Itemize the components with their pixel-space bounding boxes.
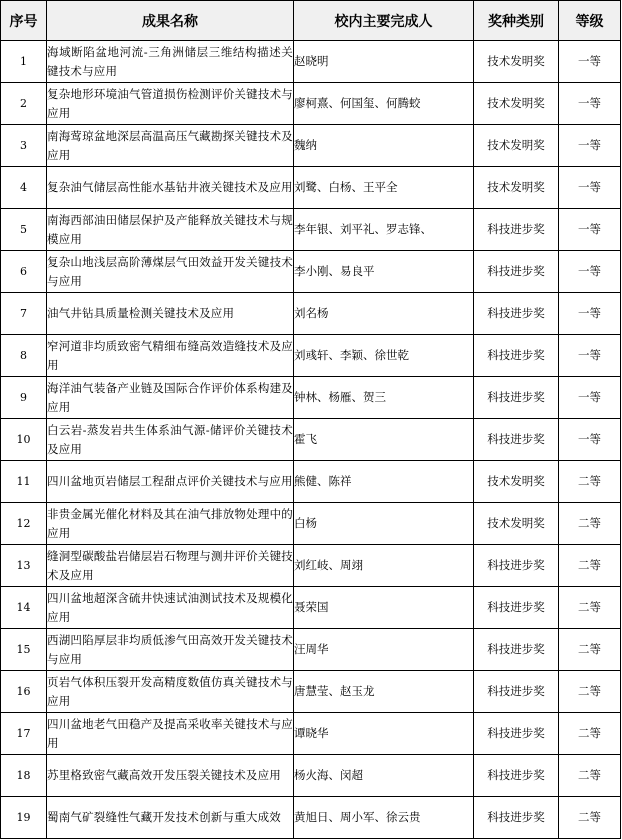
cell-award-level: 二等 bbox=[559, 587, 621, 629]
cell-award-type: 技术发明奖 bbox=[474, 503, 559, 545]
cell-award-level: 二等 bbox=[559, 545, 621, 587]
cell-achievement-name: 窄河道非均质致密气精细布缝高效造缝技术及应用 bbox=[47, 335, 294, 377]
cell-seq: 17 bbox=[1, 713, 47, 755]
cell-main-contributors: 魏纳 bbox=[294, 125, 474, 167]
table-row bbox=[1, 125, 621, 167]
cell-main-contributors: 刘红岐、周翊 bbox=[294, 545, 474, 587]
cell-award-type: 技术发明奖 bbox=[474, 83, 559, 125]
cell-seq: 12 bbox=[1, 503, 47, 545]
cell-award-level: 二等 bbox=[559, 797, 621, 839]
table-row bbox=[1, 461, 621, 503]
cell-achievement-name: 四川盆地页岩储层工程甜点评价关键技术与应用 bbox=[47, 461, 294, 503]
cell-award-level: 二等 bbox=[559, 755, 621, 797]
cell-award-level: 二等 bbox=[559, 713, 621, 755]
table-row bbox=[1, 713, 621, 755]
table-row bbox=[1, 251, 621, 293]
cell-achievement-name: 油气井钻具质量检测关键技术及应用 bbox=[47, 293, 294, 335]
cell-seq: 8 bbox=[1, 335, 47, 377]
table-row bbox=[1, 629, 621, 671]
table-row bbox=[1, 503, 621, 545]
cell-achievement-name: 四川盆地超深含硫井快速试油测试技术及规模化应用 bbox=[47, 587, 294, 629]
table-row bbox=[1, 377, 621, 419]
table-row bbox=[1, 671, 621, 713]
cell-award-type: 科技进步奖 bbox=[474, 251, 559, 293]
cell-award-type: 科技进步奖 bbox=[474, 797, 559, 839]
cell-achievement-name: 南海西部油田储层保护及产能释放关键技术与规模应用 bbox=[47, 209, 294, 251]
cell-main-contributors: 霍飞 bbox=[294, 419, 474, 461]
header-seq: 序号 bbox=[1, 1, 47, 41]
cell-award-type: 技术发明奖 bbox=[474, 41, 559, 83]
cell-achievement-name: 复杂山地浅层高阶薄煤层气田效益开发关键技术与应用 bbox=[47, 251, 294, 293]
cell-award-level: 二等 bbox=[559, 671, 621, 713]
cell-award-type: 科技进步奖 bbox=[474, 293, 559, 335]
cell-award-level: 二等 bbox=[559, 629, 621, 671]
cell-achievement-name: 缝洞型碳酸盐岩储层岩石物理与测井评价关键技术及应用 bbox=[47, 545, 294, 587]
cell-achievement-name: 四川盆地老气田稳产及提高采收率关键技术与应用 bbox=[47, 713, 294, 755]
header-level: 等级 bbox=[559, 1, 621, 41]
cell-main-contributors: 钟林、杨雁、贺三 bbox=[294, 377, 474, 419]
cell-award-level: 二等 bbox=[559, 461, 621, 503]
cell-seq: 13 bbox=[1, 545, 47, 587]
cell-seq: 19 bbox=[1, 797, 47, 839]
cell-achievement-name: 海洋油气装备产业链及国际合作评价体系构建及应用 bbox=[47, 377, 294, 419]
cell-award-level: 一等 bbox=[559, 125, 621, 167]
cell-award-type: 科技进步奖 bbox=[474, 209, 559, 251]
cell-main-contributors: 黄旭日、周小军、徐云贵 bbox=[294, 797, 474, 839]
cell-main-contributors: 刘鹭、白杨、王平全 bbox=[294, 167, 474, 209]
cell-award-type: 科技进步奖 bbox=[474, 713, 559, 755]
cell-main-contributors: 聂荣国 bbox=[294, 587, 474, 629]
cell-achievement-name: 南海莺琼盆地深层高温高压气藏勘探关键技术及应用 bbox=[47, 125, 294, 167]
table-header bbox=[1, 1, 621, 41]
cell-main-contributors: 熊健、陈祥 bbox=[294, 461, 474, 503]
cell-main-contributors: 刘名杨 bbox=[294, 293, 474, 335]
cell-award-type: 科技进步奖 bbox=[474, 755, 559, 797]
cell-award-level: 一等 bbox=[559, 209, 621, 251]
cell-award-level: 一等 bbox=[559, 419, 621, 461]
header-person: 校内主要完成人 bbox=[294, 1, 474, 41]
cell-main-contributors: 谭晓华 bbox=[294, 713, 474, 755]
cell-main-contributors: 刘彧轩、李颖、徐世乾 bbox=[294, 335, 474, 377]
cell-main-contributors: 白杨 bbox=[294, 503, 474, 545]
table-row bbox=[1, 797, 621, 839]
cell-seq: 3 bbox=[1, 125, 47, 167]
cell-award-type: 技术发明奖 bbox=[474, 167, 559, 209]
cell-award-type: 科技进步奖 bbox=[474, 335, 559, 377]
cell-award-type: 科技进步奖 bbox=[474, 419, 559, 461]
cell-seq: 10 bbox=[1, 419, 47, 461]
cell-award-level: 二等 bbox=[559, 503, 621, 545]
table-row bbox=[1, 545, 621, 587]
cell-seq: 9 bbox=[1, 377, 47, 419]
table-row bbox=[1, 83, 621, 125]
header-row bbox=[1, 1, 621, 41]
cell-seq: 15 bbox=[1, 629, 47, 671]
cell-achievement-name: 蜀南气矿裂缝性气藏开发技术创新与重大成效 bbox=[47, 797, 294, 839]
cell-achievement-name: 复杂地形环境油气管道损伤检测评价关键技术与应用 bbox=[47, 83, 294, 125]
cell-achievement-name: 海域断陷盆地河流-三角洲储层三维结构描述关键技术与应用 bbox=[47, 41, 294, 83]
cell-seq: 14 bbox=[1, 587, 47, 629]
cell-achievement-name: 西湖凹陷厚层非均质低渗气田高效开发关键技术与应用 bbox=[47, 629, 294, 671]
cell-achievement-name: 白云岩-蒸发岩共生体系油气源-储评价关键技术及应用 bbox=[47, 419, 294, 461]
cell-seq: 2 bbox=[1, 83, 47, 125]
cell-award-type: 科技进步奖 bbox=[474, 545, 559, 587]
cell-main-contributors: 李小刚、易良平 bbox=[294, 251, 474, 293]
cell-award-level: 一等 bbox=[559, 293, 621, 335]
header-name: 成果名称 bbox=[47, 1, 294, 41]
cell-seq: 5 bbox=[1, 209, 47, 251]
cell-main-contributors: 唐慧莹、赵玉龙 bbox=[294, 671, 474, 713]
cell-seq: 16 bbox=[1, 671, 47, 713]
table-body bbox=[1, 41, 621, 839]
cell-award-level: 一等 bbox=[559, 335, 621, 377]
cell-main-contributors: 汪周华 bbox=[294, 629, 474, 671]
cell-seq: 11 bbox=[1, 461, 47, 503]
header-type: 奖种类别 bbox=[474, 1, 559, 41]
table-row bbox=[1, 167, 621, 209]
cell-main-contributors: 赵晓明 bbox=[294, 41, 474, 83]
cell-award-level: 一等 bbox=[559, 41, 621, 83]
cell-seq: 6 bbox=[1, 251, 47, 293]
cell-achievement-name: 苏里格致密气藏高效开发压裂关键技术及应用 bbox=[47, 755, 294, 797]
table-row bbox=[1, 209, 621, 251]
cell-award-type: 科技进步奖 bbox=[474, 671, 559, 713]
cell-achievement-name: 非贵金属光催化材料及其在油气排放物处理中的应用 bbox=[47, 503, 294, 545]
cell-award-type: 技术发明奖 bbox=[474, 125, 559, 167]
table-row bbox=[1, 335, 621, 377]
table-row bbox=[1, 293, 621, 335]
cell-award-type: 技术发明奖 bbox=[474, 461, 559, 503]
table-row bbox=[1, 419, 621, 461]
cell-seq: 4 bbox=[1, 167, 47, 209]
cell-seq: 1 bbox=[1, 41, 47, 83]
cell-main-contributors: 廖柯熹、何国玺、何腾蛟 bbox=[294, 83, 474, 125]
cell-award-level: 一等 bbox=[559, 251, 621, 293]
table-row bbox=[1, 41, 621, 83]
cell-award-type: 科技进步奖 bbox=[474, 629, 559, 671]
cell-seq: 7 bbox=[1, 293, 47, 335]
cell-achievement-name: 复杂油气储层高性能水基钻井液关键技术及应用 bbox=[47, 167, 294, 209]
cell-award-level: 一等 bbox=[559, 167, 621, 209]
cell-award-type: 科技进步奖 bbox=[474, 587, 559, 629]
cell-achievement-name: 页岩气体积压裂开发高精度数值仿真关键技术与应用 bbox=[47, 671, 294, 713]
table-row bbox=[1, 755, 621, 797]
cell-main-contributors: 杨火海、闵超 bbox=[294, 755, 474, 797]
cell-seq: 18 bbox=[1, 755, 47, 797]
cell-award-level: 一等 bbox=[559, 377, 621, 419]
cell-award-type: 科技进步奖 bbox=[474, 377, 559, 419]
cell-award-level: 一等 bbox=[559, 83, 621, 125]
cell-main-contributors: 李年银、刘平礼、罗志锋、 bbox=[294, 209, 474, 251]
table-row bbox=[1, 587, 621, 629]
